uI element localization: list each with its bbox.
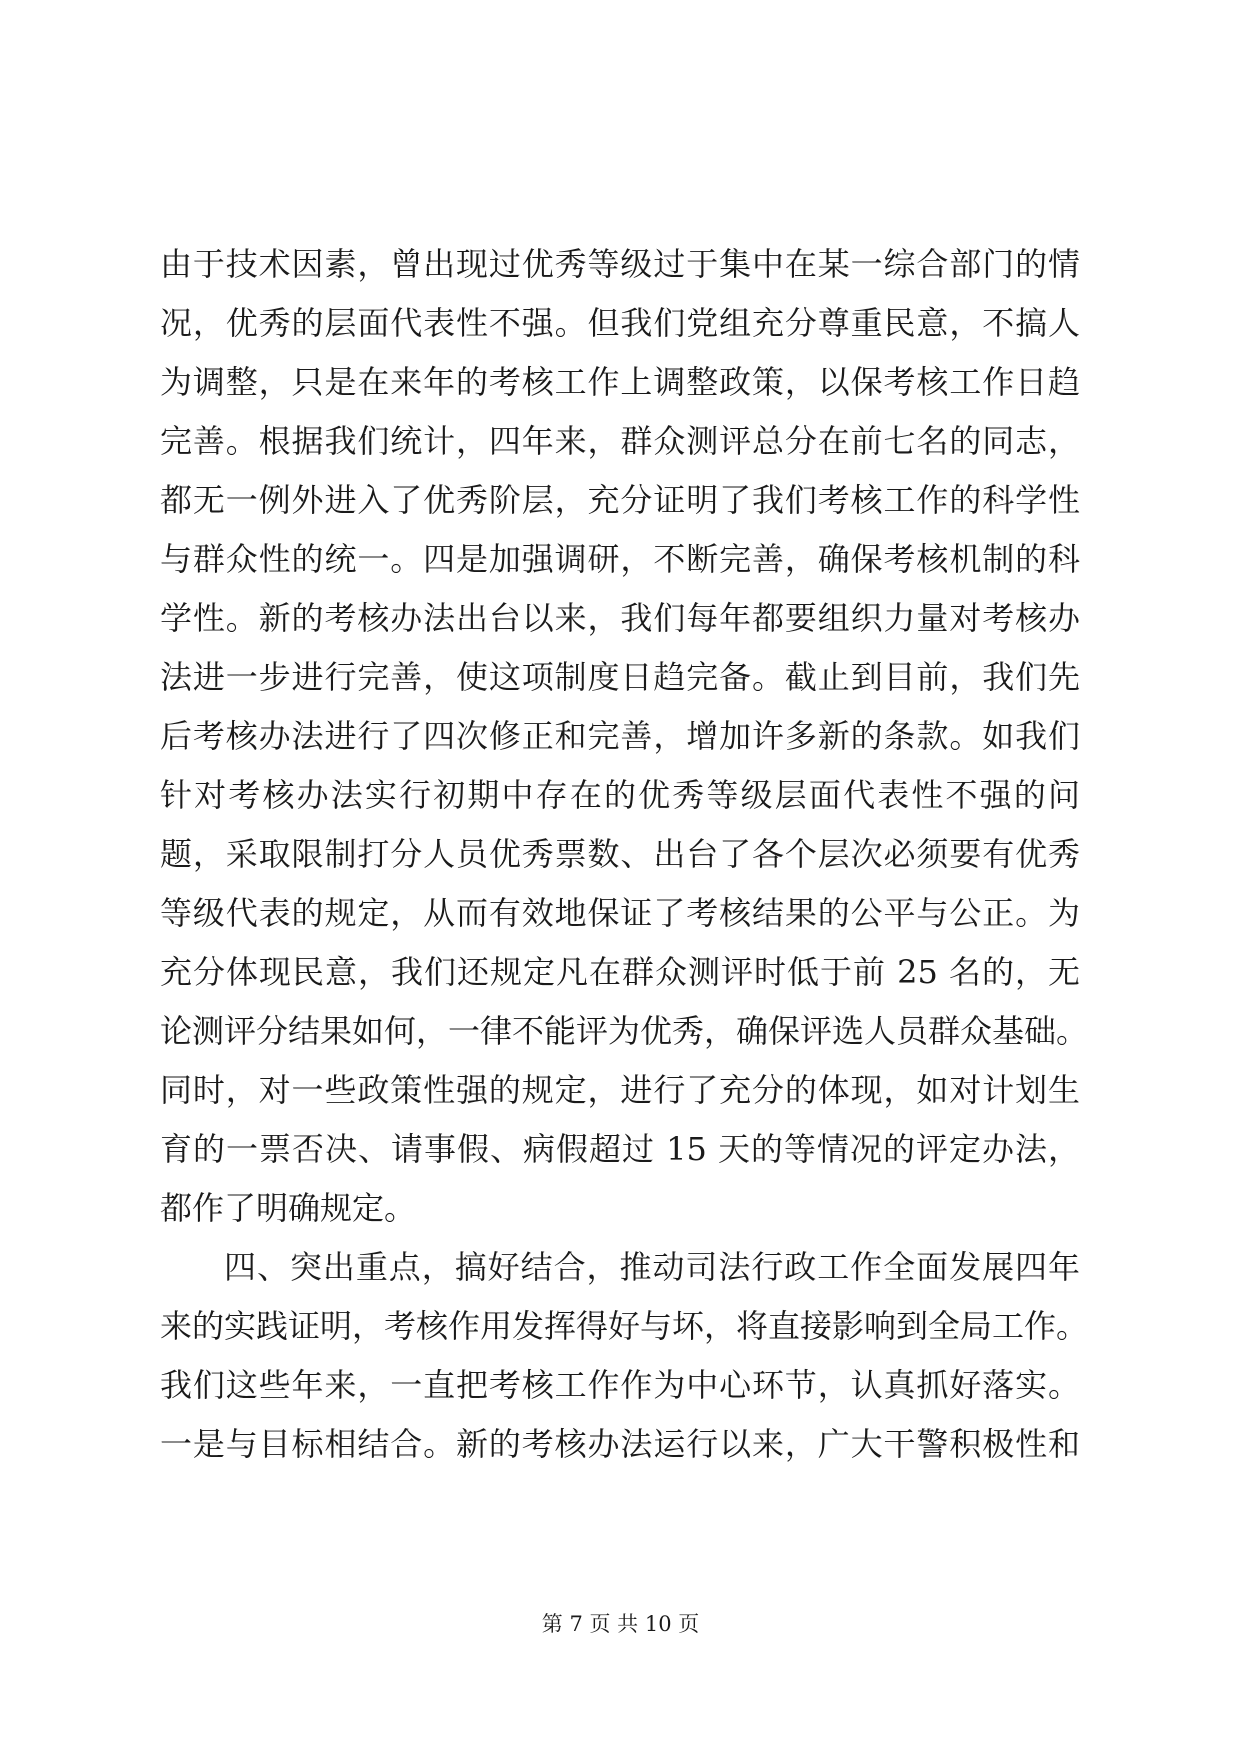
text-line: 法进一步进行完善，使这项制度日趋完备。截止到目前，我们先 — [160, 658, 1080, 696]
text-line: 我们这些年来，一直把考核工作作为中心环节，认真抓好落实。 — [160, 1366, 1080, 1404]
text-line: 况，优秀的层面代表性不强。但我们党组充分尊重民意，不搞人 — [160, 304, 1080, 342]
text-line: 题，采取限制打分人员优秀票数、出台了各个层次必须要有优秀 — [160, 835, 1080, 873]
text-line: 一是与目标相结合。新的考核办法运行以来，广大干警积极性和 — [160, 1425, 1080, 1463]
text-line: 等级代表的规定，从而有效地保证了考核结果的公平与公正。为 — [160, 894, 1080, 932]
text-line: 论测评分结果如何，一律不能评为优秀，确保评选人员群众基础。 — [160, 1012, 1089, 1050]
text-line: 同时，对一些政策性强的规定，进行了充分的体现，如对计划生 — [160, 1071, 1080, 1109]
paragraph-end-line: 都作了明确规定。 — [160, 1189, 417, 1227]
document-body — [160, 235, 1089, 1474]
text-line: 为调整，只是在来年的考核工作上调整政策，以保考核工作日趋 — [160, 363, 1080, 401]
text-line: 完善。根据我们统计，四年来，群众测评总分在前七名的同志， — [160, 422, 1080, 460]
text-line: 都无一例外进入了优秀阶层，充分证明了我们考核工作的科学性 — [160, 481, 1080, 519]
text-line: 与群众性的统一。四是加强调研，不断完善，确保考核机制的科 — [160, 540, 1080, 578]
text-line: 育的一票否决、请事假、病假超过 15 天的等情况的评定办法， — [160, 1130, 1080, 1168]
section-heading-line: 四、突出重点，搞好结合，推动司法行政工作全面发展四年 — [224, 1248, 1080, 1286]
text-line: 来的实践证明，考核作用发挥得好与坏，将直接影响到全局工作。 — [160, 1307, 1089, 1345]
text-line: 后考核办法进行了四次修正和完善，增加许多新的条款。如我们 — [160, 717, 1080, 755]
text-line: 由于技术因素，曾出现过优秀等级过于集中在某一综合部门的情 — [160, 245, 1080, 283]
page-number-footer: 第 7 页 共 10 页 — [541, 1612, 700, 1636]
text-line: 针对考核办法实行初期中存在的优秀等级层面代表性不强的问 — [160, 776, 1080, 814]
text-line: 学性。新的考核办法出台以来，我们每年都要组织力量对考核办 — [160, 599, 1080, 637]
text-line: 充分体现民意，我们还规定凡在群众测评时低于前 25 名的，无 — [160, 953, 1080, 991]
